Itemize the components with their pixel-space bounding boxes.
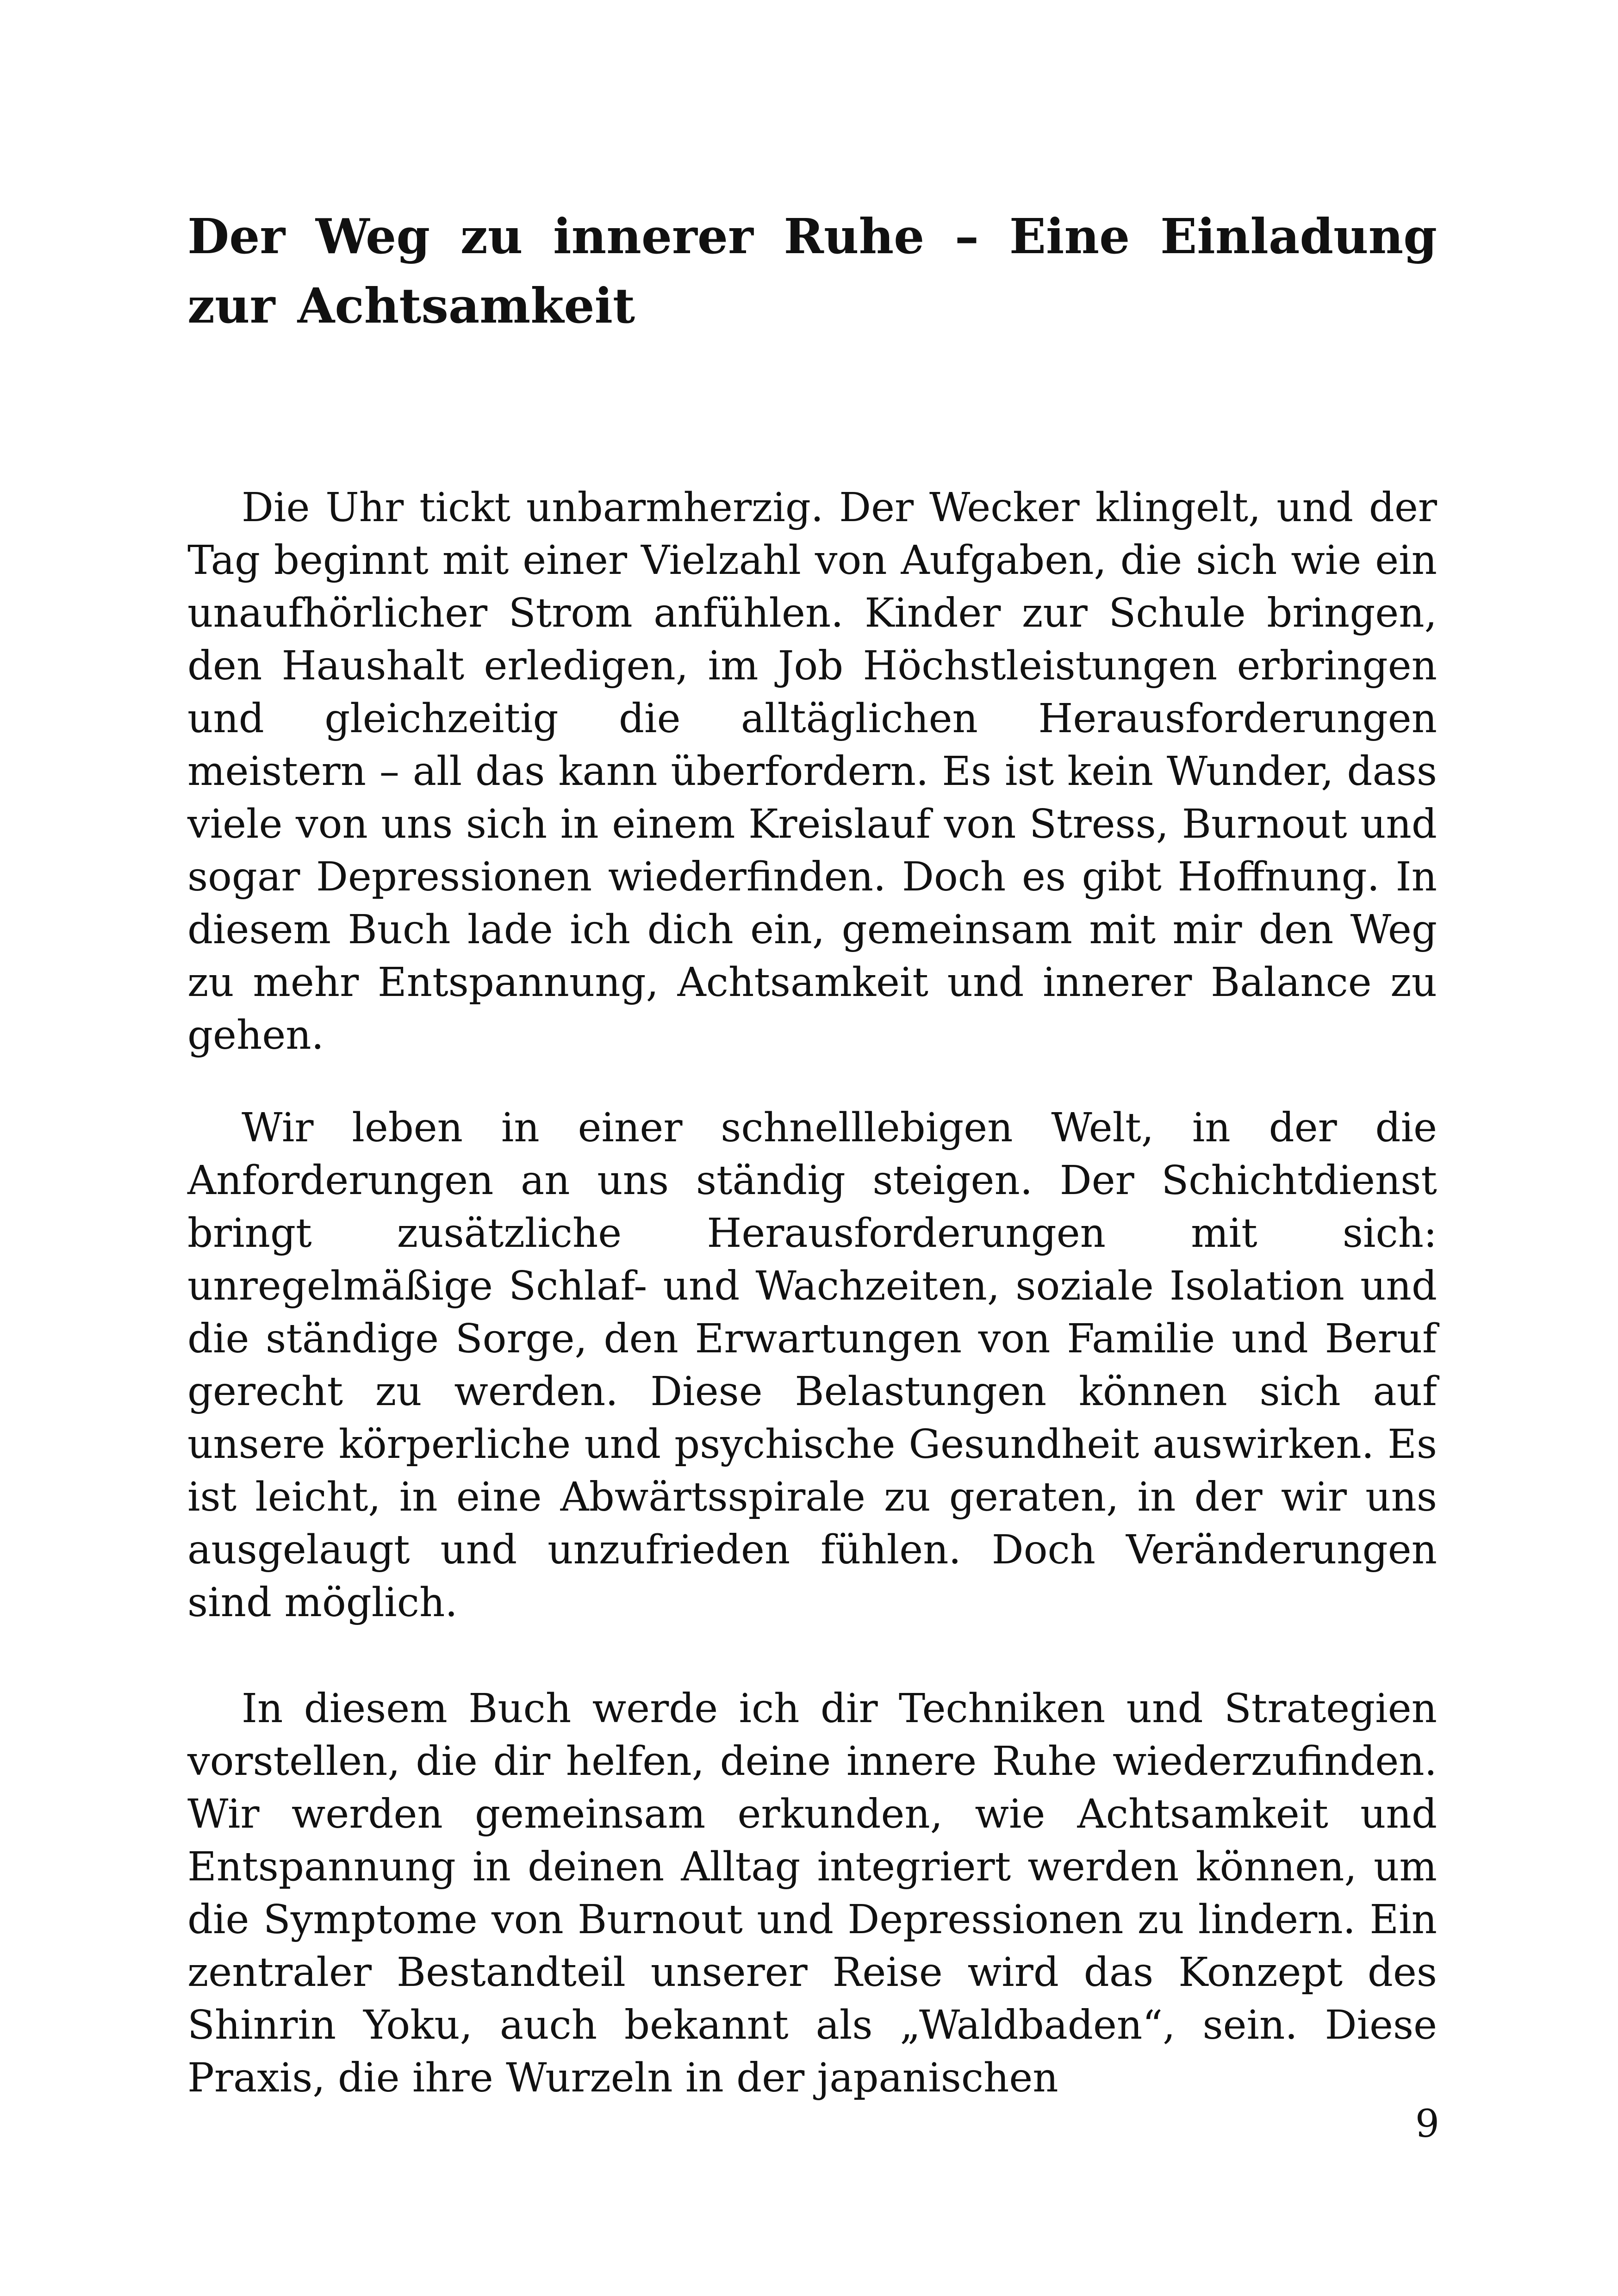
- page-number: 9: [1415, 2102, 1439, 2146]
- body-paragraph-3: In diesem Buch werde ich dir Techniken und Strategien vorstellen, die dir helfen, deine innere Ruhe wiederzufinden. Wir werden gemeinsam erkunden, wie Achtsamkeit und Entspannung in deinen Alltag integriert werden können, um die Symptome von Burnout und Depressionen zu lindern. Ein zentraler Bestandteil unserer Reise wird das Konzept des Shinrin Yoku, auch bekannt als „Waldbaden“, sein. Diese Praxis, die ihre Wurzeln in der japanischen: [187, 1686, 1437, 2101]
- chapter-title: Der Weg zu innerer Ruhe – Eine Einladung zur Achtsamkeit: [187, 208, 1437, 334]
- body-paragraph-2: Wir leben in einer schnelllebigen Welt, in der die Anforderungen an uns ständig steigen. Der Schichtdienst bringt zusätzliche Herausforderungen mit sich: unregelmäßige Schlaf- und Wachzeiten, soziale Isolation und die ständige Sorge, den Erwartungen von Familie und Beruf gerecht zu werden. Diese Belastungen können sich auf unsere körperliche und psychische Gesundheit auswirken. Es ist leicht, in eine Abwärtsspirale zu geraten, in der wir uns ausgelaugt und unzufrieden fühlen. Doch Veränderungen sind möglich.: [187, 1105, 1437, 1626]
- body-paragraph-1: Die Uhr tickt unbarmherzig. Der Wecker klingelt, und der Tag beginnt mit einer Vielzahl von Aufgaben, die sich wie ein unaufhörlicher Strom anfühlen. Kinder zur Schule bringen, den Haushalt erledigen, im Job Höchstleistungen erbringen und gleichzeitig die alltäglichen Herausforderungen meistern – all das kann überfordern. Es ist kein Wunder, dass viele von uns sich in einem Kreislauf von Stress, Burnout und sogar Depressionen wiederfinden. Doch es gibt Hoffnung. In diesem Buch lade ich dich ein, gemeinsam mit mir den Weg zu mehr Entspannung, Achtsamkeit und innerer Balance zu gehen.: [187, 485, 1437, 1058]
